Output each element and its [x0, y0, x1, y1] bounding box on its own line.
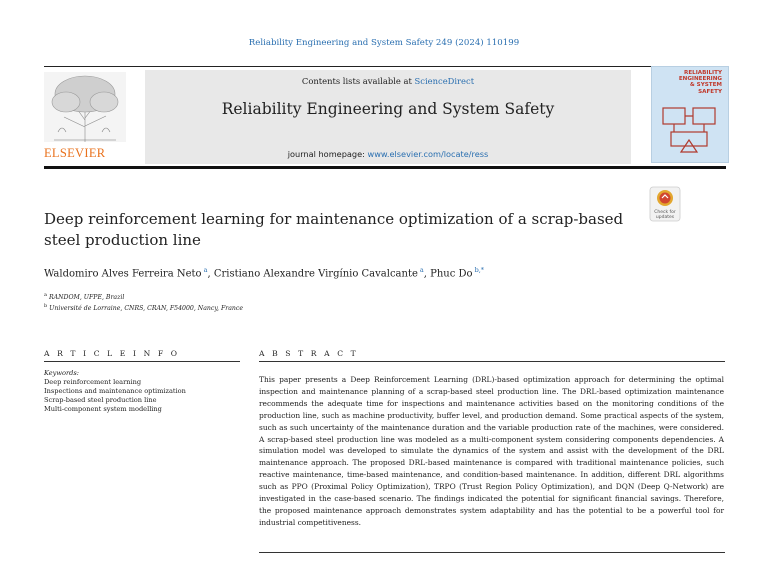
crossmark-line: Check for	[654, 210, 676, 215]
crossmark-line: updates	[655, 215, 675, 221]
journal-title: Reliability Engineering and System Safety	[221, 100, 555, 118]
article-info-heading: A R T I C L E I N F O	[44, 349, 180, 358]
affiliation	[44, 292, 124, 301]
keyword-item: Inspections and maintenance optimization	[44, 387, 186, 395]
keyword-item: Scrap-based steel production line	[44, 396, 157, 404]
keywords-label: Keywords:	[44, 369, 79, 377]
contents-line	[145, 76, 631, 86]
check-for-updates-label	[646, 210, 684, 220]
affiliation-marker: b	[44, 303, 48, 309]
keyword-item: Multi-component system modelling	[44, 405, 162, 413]
cover-title-line: ENGINEERING	[678, 76, 722, 83]
affiliation-text: Université de Lorraine, CNRS, CRAN, F54000, Nancy, France	[49, 305, 244, 313]
contents-prefix: Contents lists available at	[301, 76, 415, 86]
cover-title	[652, 70, 726, 95]
cover-title-line: & SYSTEM	[689, 82, 722, 89]
journal-citation-link[interactable]: Reliability Engineering and System Safety 249 (2024) 110199	[248, 38, 520, 48]
abstract-top-rule	[259, 361, 725, 362]
abstract-bottom-rule	[259, 552, 725, 553]
homepage-prefix: journal homepage:	[287, 149, 368, 159]
author-list: Waldomiro Alves Ferreira Neto $^a$, Cristiano Alexandre Virgínio Cavalcante $^a$, Phuc Do $^{b,*}$	[44, 266, 485, 280]
author-affiliation-marker[interactable]: a	[203, 266, 208, 274]
sciencedirect-link[interactable]: ScienceDirect	[414, 76, 475, 86]
cover-title-line: SAFETY	[698, 88, 722, 95]
article-info-rule	[44, 361, 240, 362]
abstract-heading: A B S T R A C T	[259, 349, 359, 358]
cover-diagram-icon	[657, 102, 721, 156]
author-affiliation-marker[interactable]: a	[419, 266, 424, 274]
author-affiliation-marker[interactable]: b,*	[474, 266, 485, 274]
affiliation	[44, 303, 243, 312]
cover-title-line: RELIABILITY	[684, 70, 722, 76]
header-top-rule	[44, 66, 726, 67]
paper-title: Deep reinforcement learning for maintenance optimization of a scrap-based steel production line	[44, 210, 624, 249]
abstract-text: This paper presents a Deep Reinforcement Learning (DRL)-based optimization approach for determining the optimal inspection and maintenance planning of a scrap-based steel production line. The DRL-based optimization maintenance recommends the adequate time for inspections and maintenance activities based on the monitoring conditions of the production line, such as machine productivity, buffer level, and production demand. Some practical aspects of the system, such as such uncertainty of the maintenance duration and the variable production rate of the machines, were considered. A scrap-based steel production line was modeled as a multi-component system considering components dependencies. A simulation model was developed to simulate the dynamics of the system and assist with the development of the DRL maintenance approach. The proposed DRL-based maintenance is compared with traditional maintenance policies, such reactive maintenance, time-based maintenance, and condition-based maintenance. In addition, different DRL algorithms such as PPO (Proximal Policy Optimization), TRPO (Trust Region Policy Optimization), and DQN (Deep Q-Network) are investigated in the case-based scenario. The findings indicated the potential for significant financial savings. Therefore, the proposed maintenance approach demonstrates system adaptability and has the potential to be a powerful tool for industrial competitiveness.	[259, 375, 724, 527]
affiliation-text: RANDOM, UFPE, Brazil	[48, 294, 125, 302]
homepage-link[interactable]: www.elsevier.com/locate/ress	[367, 149, 489, 159]
keyword-item: Deep reinforcement learning	[44, 378, 142, 386]
header-bottom-rule	[44, 166, 726, 169]
author-name[interactable]: Phuc Do	[430, 268, 473, 280]
publisher-name: ELSEVIER	[44, 146, 106, 160]
journal-homepage-line	[145, 149, 631, 159]
author-name[interactable]: Cristiano Alexandre Virgínio Cavalcante	[213, 268, 418, 280]
affiliation-marker: a	[44, 292, 47, 298]
author-name[interactable]: Waldomiro Alves Ferreira Neto	[44, 268, 202, 280]
